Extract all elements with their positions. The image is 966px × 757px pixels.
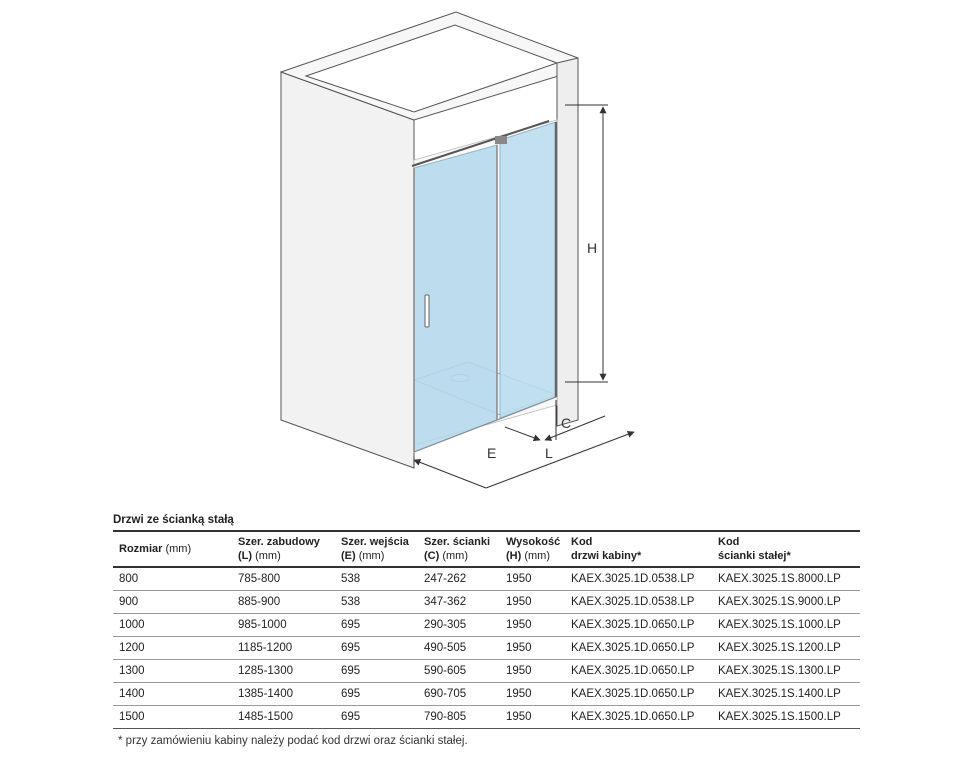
column-header: Szer. wejścia (E) (mm) xyxy=(341,536,409,562)
table-body xyxy=(113,567,860,729)
table-cell: 695 xyxy=(335,683,418,706)
table-cell: KAEX.3025.1S.1300.LP xyxy=(712,660,860,683)
table-row xyxy=(113,567,860,591)
table-cell: 490-505 xyxy=(418,637,500,660)
table-cell: 590-605 xyxy=(418,660,500,683)
footnote: * przy zamówieniu kabiny należy podać kod drzwi oraz ścianki stałej. xyxy=(118,735,468,747)
door-handle xyxy=(425,295,429,327)
spec-table xyxy=(113,530,860,729)
table-cell: 1285-1300 xyxy=(232,660,335,683)
table-cell: KAEX.3025.1S.8000.LP xyxy=(712,567,860,591)
table-cell: 538 xyxy=(335,591,418,614)
table-cell: KAEX.3025.1S.1000.LP xyxy=(712,614,860,637)
table-cell: KAEX.3025.1S.9000.LP xyxy=(712,591,860,614)
table-cell: 1500 xyxy=(113,706,232,729)
table-cell: 1950 xyxy=(500,683,565,706)
table-row xyxy=(113,660,860,683)
table-cell: KAEX.3025.1D.0650.LP xyxy=(565,660,712,683)
glass-panels xyxy=(412,121,556,452)
table-cell: KAEX.3025.1D.0650.LP xyxy=(565,637,712,660)
table-cell: 1000 xyxy=(113,614,232,637)
left-wall-front xyxy=(281,72,414,468)
table-title: Drzwi ze ścianką stałą xyxy=(113,514,234,526)
table-cell: 347-362 xyxy=(418,591,500,614)
table-cell: 695 xyxy=(335,614,418,637)
fixed-panel-glass xyxy=(500,122,556,418)
table-cell: 790-805 xyxy=(418,706,500,729)
dimension-l-label: L xyxy=(545,445,553,461)
right-wall xyxy=(557,58,578,426)
dimension-c-label: C xyxy=(561,415,572,431)
dimension-h-label: H xyxy=(587,240,598,256)
table-cell: 1300 xyxy=(113,660,232,683)
table-cell: KAEX.3025.1S.1500.LP xyxy=(712,706,860,729)
column-header: Szer. zabudowy (L) (mm) xyxy=(238,536,320,562)
table-cell: 247-262 xyxy=(418,567,500,591)
table-cell: 1950 xyxy=(500,706,565,729)
table-cell: 985-1000 xyxy=(232,614,335,637)
table-row xyxy=(113,591,860,614)
table-cell: 690-705 xyxy=(418,683,500,706)
table-cell: 1950 xyxy=(500,614,565,637)
table-cell: KAEX.3025.1D.0650.LP xyxy=(565,614,712,637)
table-cell: 1950 xyxy=(500,591,565,614)
table-cell: KAEX.3025.1D.0650.LP xyxy=(565,706,712,729)
dimension-e-label: E xyxy=(487,445,497,461)
table-cell: KAEX.3025.1S.1400.LP xyxy=(712,683,860,706)
table-cell: KAEX.3025.1D.0538.LP xyxy=(565,567,712,591)
table-cell: 1950 xyxy=(500,567,565,591)
table-cell: 1185-1200 xyxy=(232,637,335,660)
column-header: Szer. ścianki (C) (mm) xyxy=(424,536,491,562)
table-cell: 900 xyxy=(113,591,232,614)
table-cell: 695 xyxy=(335,660,418,683)
table-row xyxy=(113,706,860,729)
table-cell: KAEX.3025.1D.0538.LP xyxy=(565,591,712,614)
table-cell: 1400 xyxy=(113,683,232,706)
spec-table-section xyxy=(113,514,860,729)
table-cell: 1950 xyxy=(500,660,565,683)
table-cell: 1485-1500 xyxy=(232,706,335,729)
column-header: Kod drzwi kabiny* xyxy=(571,536,642,562)
table-cell: 695 xyxy=(335,637,418,660)
table-cell: 785-800 xyxy=(232,567,335,591)
table-cell: 290-305 xyxy=(418,614,500,637)
table-row xyxy=(113,614,860,637)
table-cell: 800 xyxy=(113,567,232,591)
table-cell: 538 xyxy=(335,567,418,591)
column-header: Kod ścianki stałej* xyxy=(718,536,791,562)
column-header: Rozmiar (mm) xyxy=(119,543,192,555)
table-row xyxy=(113,683,860,706)
table-cell: KAEX.3025.1S.1200.LP xyxy=(712,637,860,660)
table-cell: 885-900 xyxy=(232,591,335,614)
column-header: Wysokość (H) (mm) xyxy=(506,536,561,562)
table-cell: 1385-1400 xyxy=(232,683,335,706)
table-cell: 1200 xyxy=(113,637,232,660)
table-cell: KAEX.3025.1D.0650.LP xyxy=(565,683,712,706)
table-row xyxy=(113,637,860,660)
table-cell: 1950 xyxy=(500,637,565,660)
table-header-row xyxy=(113,531,860,567)
table-cell: 695 xyxy=(335,706,418,729)
